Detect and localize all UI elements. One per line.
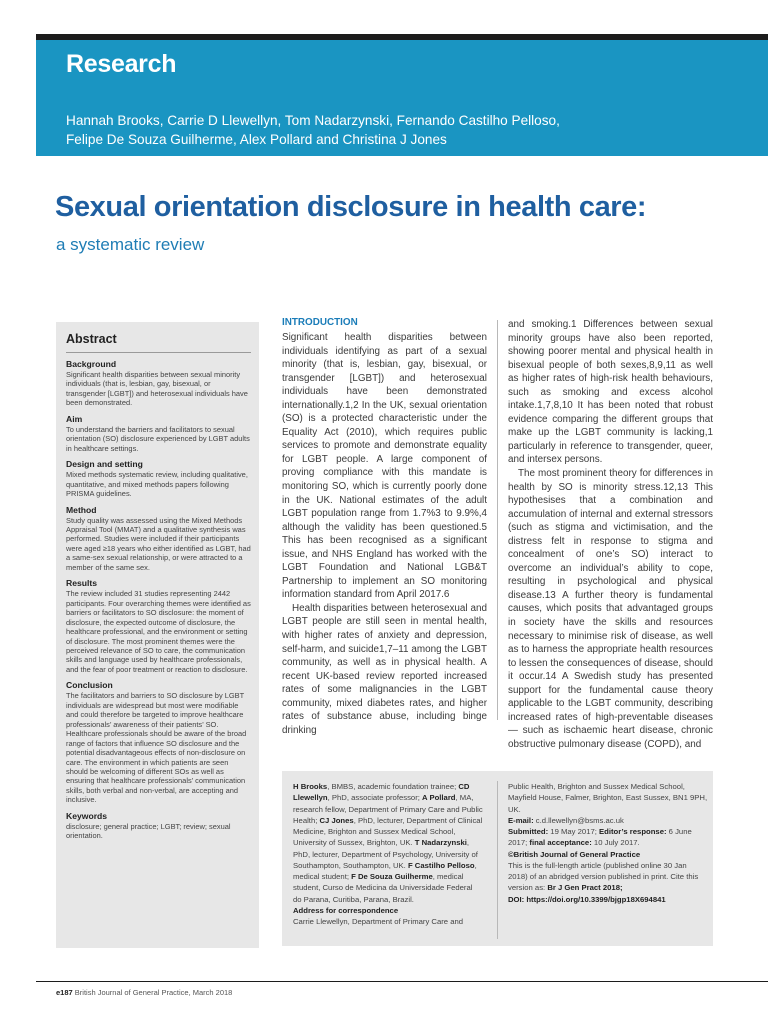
author-list [66,111,746,149]
affil-text: , PhD, associate professor; [327,793,423,803]
email-label: E-mail: [508,815,534,825]
affil-text: , medical student; [293,860,477,881]
editor-response-date: 6 June 2017; [508,827,692,848]
body-paragraph: Significant health disparities between individuals identifying as part of a sexual minority (that is, lesbian, gay, bisexual, or transgender [LGBT]) and heterosexual individuals have been demonstrated internationally.1,2 In the UK, sexual orientation (SO) is a protected characteristic under the Equality Act (2010), which requires public services to promote and demonstrate equality for LGBT people. A large component of proving compliance with this mandate is monitoring SO, which is currently poorly done in the UK. National estimates of the adult LGBT population range from 1.7%3 to 9.9%,4 although the validity has been questioned.5 This has been recognised as a significant issue, and NHS England has worked with the LGBT Foundation and National LGB&T Partnership to implement an SO monitoring information standard from April 2017.6 [282,332,487,601]
abstract-section-heading: Keywords [66,810,108,821]
abstract-heading: Abstract [66,332,117,346]
abstract-box [56,322,259,948]
affiliations-column-1 [293,781,483,927]
page-number: e187 [56,988,73,997]
affil-name: CD Llewellyn [293,782,470,803]
doi-line [508,894,708,905]
abstract-section-text: The review included 31 studies representing 2442 participants. Four overarching themes were identified as barriers or facilitators to SO disclosure: the moment of disclosure, the expected outcome of disclosure, the healthcare professional, and the environment or setting of disclosure. The most prominent themes were the perceived relevance of SO to care, the communication skills and language used by healthcare professionals, and the fear of poor treatment or reaction to disclosure. [66,589,251,674]
footer-rule [36,981,768,982]
editor-response-label: Editor’s response: [599,827,667,836]
abstract-section-heading: Conclusion [66,680,113,691]
abstract-section-heading: Background [66,359,117,369]
affil-name: F De Souza Guilherme [351,872,433,881]
article-title: Sexual orientation disclosure in health care: [55,191,647,223]
abstract-section [66,459,251,498]
abstract-section-text: To understand the barriers and facilitators to sexual orientation (SO) disclosure experienced by LGBT adults in healthcare settings. [66,424,250,453]
citation: Br J Gen Pract 2018; [547,883,623,893]
version-note: This is the full-length article (published online 30 Jan 2018) of an abridged version published in print. Cite this version as: Br J Gen Pract 2018; [508,860,699,893]
affiliations-column-2 [508,781,708,905]
page-footer [56,988,232,997]
dates-line [508,826,708,849]
abstract-rule [66,352,251,353]
author-affiliations [293,781,483,905]
final-acceptance-label: final acceptance: [529,838,592,848]
correspondence-text: Carrie Llewellyn, Department of Primary Care and [293,917,464,926]
final-acceptance-date: 10 July 2017. [593,838,640,848]
abstract-section-text: The facilitators and barriers to SO disclosure by LGBT individuals are widespread but most were modifiable and could therefore be targeted to improve healthcare professionals’ awareness of their patients’ SO. Healthcare professionals should be aware of the broad range of factors that influence SO disclosure and the potential disadvantageous effects of non-disclosure on care. The environment in which patients are seen should be welcoming of different SOs as well as ensuring that healthcare professionals’ communication skills, both verbal and non-verbal, are accepting and inclusive. [66,691,247,805]
copyright-line: ©British Journal of General Practice [508,849,641,859]
header-banner [36,40,768,156]
abstract-section-text: disclosure; general practice; LGBT; review; sexual orientation. [66,821,231,841]
abstract-section [66,414,251,453]
email-link[interactable]: c.d.llewellyn@bsms.ac.uk [535,815,624,825]
abstract-section-heading: Method [66,504,97,515]
submitted-date: 19 May 2017; [550,827,597,836]
article-subtitle: a systematic review [56,235,205,254]
affil-name: T Nadarzynski [414,838,467,848]
affil-text: , MA, research fellow, Department of Primary Care and Public Health; [293,793,483,825]
affil-text: , PhD, lecturer, Department of Psychology, University of Southampton, Southampton, UK. [293,838,478,870]
affiliations-divider [497,781,498,939]
abstract-section-heading: Aim [66,413,83,424]
journal-footer-text: British Journal of General Practice, March 2018 [74,988,233,997]
correspondence-address: Public Health, Brighton and Sussex Medical School, Mayfield House, Falmer, Brighton, East Sussex, BN1 9PH, UK. [508,782,708,814]
body-column-2 [508,318,713,752]
affil-name: A Pollard [422,793,456,803]
abstract-section-text: Mixed methods systematic review, including qualitative, quantitative, and mixed methods papers following PRISMA guidelines. [66,470,248,499]
body-paragraph: and smoking.1 Differences between sexual minority groups have also been reported, showing poorer mental and physical health in bisexual people of both sexes,8,9,11 as well as higher rates of high-risk health behaviours, such as smoking and excess alcohol intake.1,7,8,10 It has been noted that robust evidence comparing the different groups that make up the LGBT community is lacking,1 particularly in reference to transgender, queer, and intersex persons. [508,319,713,466]
affiliations-box [282,771,713,946]
submitted-label: Submitted: [508,827,549,836]
author-line-1: Hannah Brooks, Carrie D Llewellyn, Tom Nadarzynski, Fernando Castilho Pelloso, [66,113,560,128]
abstract-section [66,811,251,841]
section-label: Research [66,50,177,78]
doi-link[interactable]: DOI: https://doi.org/10.3399/bjgp18X694841 [508,894,666,904]
affil-text: , PhD, lecturer, Department of Clinical Medicine, Brighton and Sussex Medical School, University of Sussex, Brighton, UK. [293,815,483,848]
abstract-section-text: Significant health disparities between sexual minority individuals (that is, lesbian, gay, bisexual, or transgender [LGBT]) and heterosexual individuals have been demonstrated. [66,370,248,408]
abstract-section [66,578,251,674]
affil-name: CJ Jones [319,815,354,825]
correspondence-heading: Address for correspondence [293,905,399,915]
affil-name: H Brooks [293,782,328,791]
abstract-section [66,359,251,408]
abstract-section-heading: Results [66,578,98,589]
abstract-section-text: Study quality was assessed using the Mixed Methods Appraisal Tool (MMAT) and a qualitative synthesis was performed. Studies were included if their participants were aged ≥18 years who either identified as LGBT, had a same-sex sexual relationship, or were attracted to a member of the same sex. [66,515,251,572]
body-column-1 [282,315,487,737]
abstract-section [66,680,251,804]
author-line-2: Felipe De Souza Guilherme, Alex Pollard and Christina J Jones [66,132,447,147]
affil-name: F Castilho Pelloso [407,860,475,870]
email-line [508,815,708,826]
affil-text: , BMBS, academic foundation trainee; [327,782,459,791]
column-divider [497,320,498,720]
abstract-section-heading: Design and setting [66,459,143,470]
affil-text: , medical student, Curso de Medicina da Universidade Federal do Parana, Curitiba, Parana, Brazil. [293,872,473,904]
introduction-heading: INTRODUCTION [282,317,358,328]
body-paragraph: The most prominent theory for differences in health by SO is minority stress.12,13 This hypothesises that a combination and accumulation of internal and external stressors (such as stigma and victimisation, and the distress felt in response to stigma and concealment of one’s SO) interact to overcome an individual’s ability to cope, resulting in psychological and physical disease.13 A further theory is fundamental causes, which posits that advantaged groups in society have the skills and resources necessary to minimise risk of disease, as well as to harness the appropriate health resources to lessen the consequences of disease, should it occur.14 A Swedish study has presented support for the fundamental cause theory applicable to the LGBT community, describing increased rates of high-preventable diseases — such as ischaemic heart disease, chronic obstructive pulmonary disease (COPD), and [508,468,713,750]
abstract-section [66,505,251,573]
body-paragraph: Health disparities between heterosexual and LGBT people are still seen in mental health, with higher rates of anxiety and depression, self-harm, and suicide1,7–11 among the LGBT community, as well as in physical health. A recent UK-based review reported increased rates of some malignancies in the LGBT community, mixed diabetes rates, and higher rates of substance abuse, including binge drinking [282,602,487,736]
